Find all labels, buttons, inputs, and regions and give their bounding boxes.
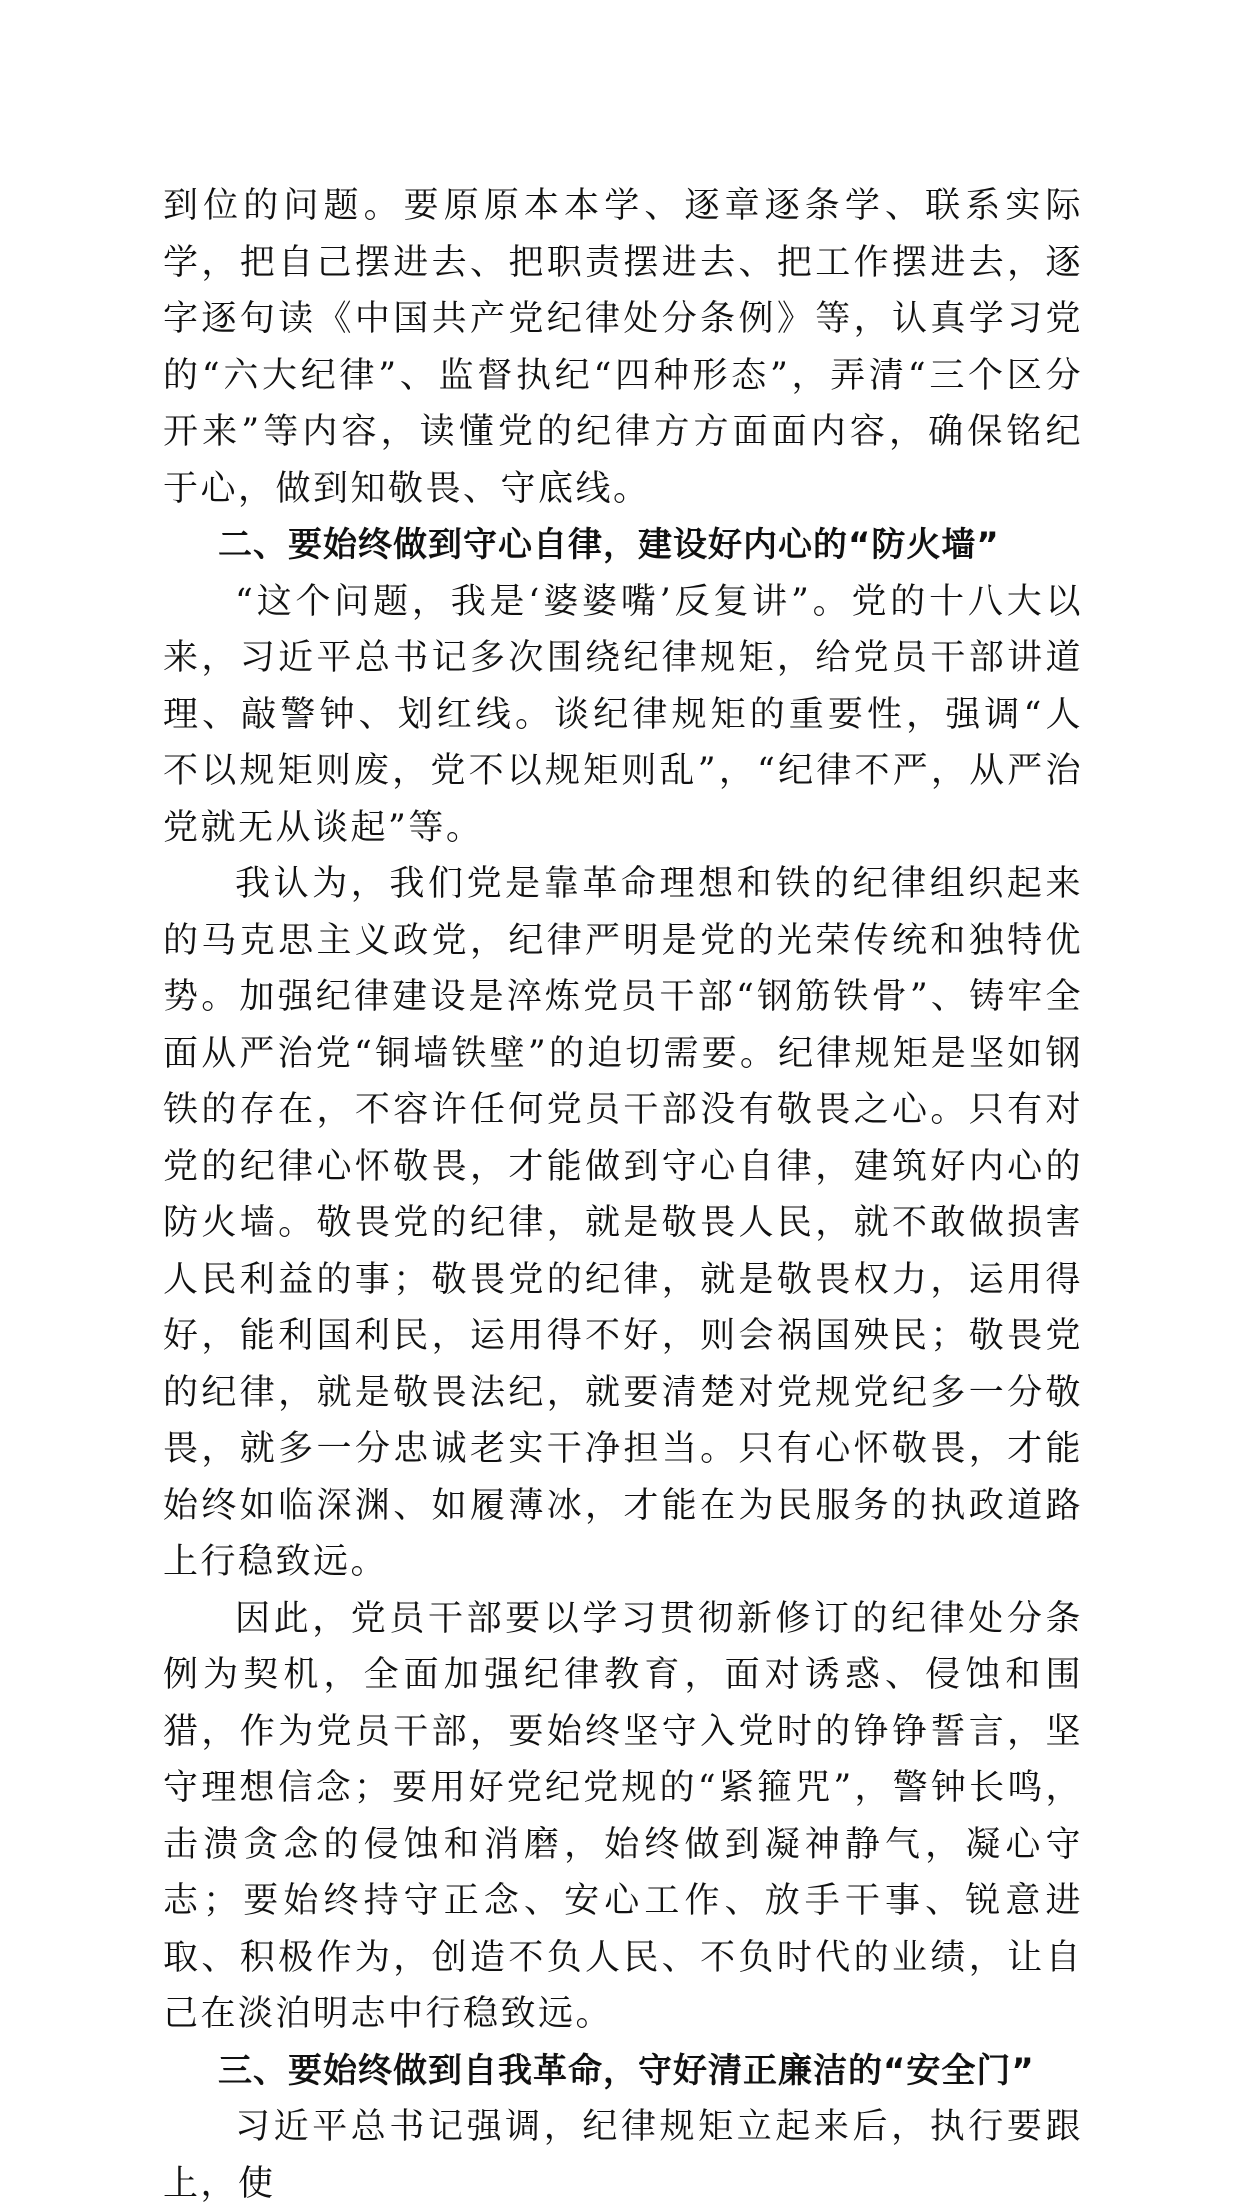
paragraph: 我认为，我们党是靠革命理想和铁的纪律组织起来的马克思主义政党，纪律严明是党的光荣传统和独特优势。加强纪律建设是淬炼党员干部“钢筋铁骨”、铸牢全面从严治党“铜墙铁壁”的迫切需要。纪律规矩是坚如钢铁的存在，不容许任何党员干部没有敬畏之心。只有对党的纪律心怀敬畏，才能做到守心自律，建筑好内心的防火墙。敬畏党的纪律，就是敬畏人民，就不敢做损害人民利益的事；敬畏党的纪律，就是敬畏权力，运用得好，能利国利民，运用得不好，则会祸国殃民；敬畏党的纪律，就是敬畏法纪，就要清楚对党规党纪多一分敬畏，就多一分忠诚老实干净担当。只有心怀敬畏，才能始终如临深渊、如履薄冰，才能在为民服务的执政道路上行稳致远。 (163, 864, 1083, 1582)
paragraph: 习近平总书记强调，纪律规矩立起来后，执行要跟上，使 (163, 2107, 1083, 2204)
document-body (163, 178, 1083, 2212)
paragraph: 因此，党员干部要以学习贯彻新修订的纪律处分条例为契机，全面加强纪律教育，面对诱惑、侵蚀和围猎，作为党员干部，要始终坚守入党时的铮铮誓言，坚守理想信念；要用好党纪党规的“紧箍咒”，警钟长鸣，击溃贪念的侵蚀和消磨，始终做到凝神静气，凝心守志；要始终持守正念、安心工作、放手干事、锐意进取、积极作为，创造不负人民、不负时代的业绩，让自己在淡泊明志中行稳致远。 (163, 1598, 1083, 2034)
paragraph-continued: 到位的问题。要原原本本学、逐章逐条学、联系实际学，把自己摆进去、把职责摆进去、把工作摆进去，逐字逐句读《中国共产党纪律处分条例》等，认真学习党的“六大纪律”、监督执纪“四种形态”，弄清“三个区分开来”等内容，读懂党的纪律方方面面内容，确保铭纪于心，做到知敬畏、守底线。 (163, 186, 1083, 509)
section-heading-2: 二、要始终做到守心自律，建设好内心的“防火墙” (218, 525, 1000, 565)
paragraph: “这个问题，我是‘婆婆嘴’反复讲”。党的十八大以来，习近平总书记多次围绕纪律规矩，给党员干部讲道理、敲警钟、划红线。谈纪律规矩的重要性，强调“人不以规矩则废，党不以规矩则乱”，“纪律不严，从严治党就无从谈起”等。 (163, 581, 1083, 848)
section-heading-3: 三、要始终做到自我革命，守好清正廉洁的“安全门” (218, 2050, 1035, 2091)
